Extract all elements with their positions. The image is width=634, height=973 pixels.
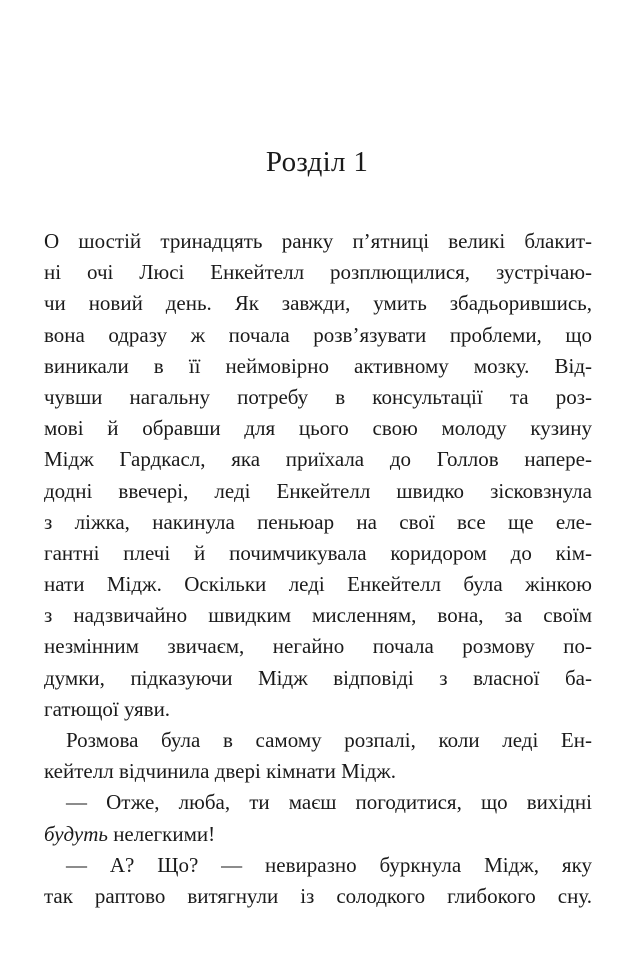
text-line: — Отже, люба, ти маєш погодитися, що вихідні <box>66 790 592 815</box>
text-line: виникали в її неймовірно активному мозку. Від- <box>44 353 592 378</box>
text-line: чувши нагальну потребу в консультації та роз- <box>44 384 592 409</box>
text-fragment: нелегкими! <box>107 821 216 846</box>
text-line: гатющої уяви. <box>44 696 171 721</box>
emphasized-word: будуть <box>44 821 108 846</box>
text-line: Мідж Гардкасл, яка приїхала до Голлов напере- <box>44 447 592 472</box>
text-line-with-emphasis <box>44 819 592 850</box>
text-line: вона одразу ж почала розв’язувати проблеми, що <box>44 322 592 347</box>
text-line: нати Мідж. Оскільки леді Енкейтелл була жінкою <box>44 572 592 597</box>
text-line: ні очі Люсі Енкейтелл розплющилися, зустрічаю- <box>44 260 592 285</box>
text-line: думки, підказуючи Мідж відповіді з власної ба- <box>44 665 592 690</box>
text-line: так раптово витягнули із солодкого глибокого сну. <box>44 883 592 908</box>
text-line: кейтелл відчинила двері кімнати Мідж. <box>44 759 397 784</box>
chapter-text <box>44 226 592 912</box>
text-line: мові й обравши для цього свою молоду кузину <box>44 416 592 441</box>
text-line: — А? Що? — невиразно буркнула Мідж, яку <box>66 852 592 877</box>
text-line: О шостій тринадцять ранку п’ятниці великі блакит- <box>44 229 592 253</box>
text-line: додні ввечері, леді Енкейтелл швидко зісковзнула <box>44 478 592 503</box>
text-line: з надзвичайно швидким мисленням, вона, за своїм <box>44 603 592 628</box>
text-line: з ліжка, накинула пеньюар на свої все ще еле- <box>44 509 592 534</box>
text-line: гантні плечі й почимчикувала коридором до кім- <box>44 540 592 565</box>
text-line: незмінним звичаєм, негайно почала розмову по- <box>44 634 592 659</box>
text-line: чи новий день. Як завжди, умить збадьорившись, <box>44 291 592 316</box>
chapter-title: Розділ 1 <box>265 146 369 178</box>
text-line: Розмова була в самому розпалі, коли леді Ен- <box>66 728 592 752</box>
